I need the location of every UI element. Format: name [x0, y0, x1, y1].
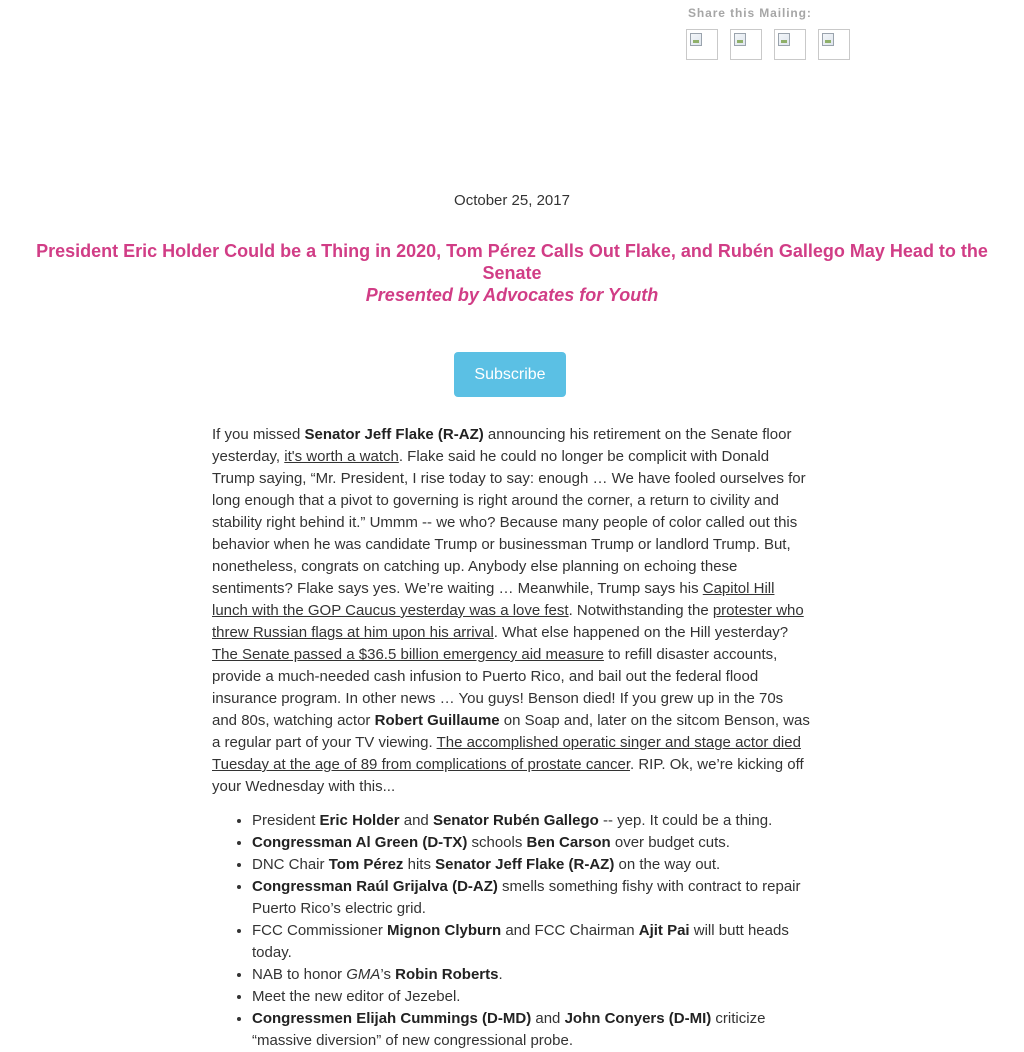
list-item [252, 964, 812, 986]
text: and [399, 812, 433, 829]
broken-image-icon [734, 33, 746, 46]
text: announcing his retirement on the Senate floor yesterday, [212, 426, 792, 465]
article-body [212, 424, 812, 1052]
bold-text: Ajit Pai [638, 922, 690, 939]
list-item [252, 832, 812, 854]
link-protester[interactable]: protester who threw Russian flags at him upon his arrival [212, 602, 804, 641]
share-icons [686, 29, 850, 60]
list-item [252, 854, 812, 876]
link-emergency-aid[interactable]: The Senate passed a $36.5 billion emergency aid measure [212, 646, 604, 663]
headline: President Eric Holder Could be a Thing in 2020, Tom Pérez Calls Out Flake, and Rubén Gallego May Head to the Senate [36, 241, 988, 283]
bold-text: Congressman Raúl Grijalva (D-AZ) [252, 878, 498, 895]
link-guillaume[interactable]: The accomplished operatic singer and stage actor died Tuesday at the age of 89 from complications of prostate cancer [212, 734, 801, 773]
text: NAB to honor [252, 966, 347, 983]
text: smells something fishy with contract to repair Puerto Rico’s electric grid. [252, 878, 801, 917]
bold-text: Congressmen Elijah Cummings (D-MD) [252, 1010, 532, 1027]
text: -- yep. It could be a thing. [598, 812, 773, 829]
bold-text: Congressman Al Green (D-TX) [252, 834, 468, 851]
text: over budget cuts. [610, 834, 730, 851]
list-item [252, 1008, 812, 1052]
bold-text: Mignon Clyburn [387, 922, 502, 939]
link-worth-a-watch[interactable]: it's worth a watch [284, 448, 399, 465]
text: and FCC Chairman [501, 922, 639, 939]
text: and [531, 1010, 565, 1027]
intro-paragraph [212, 424, 812, 798]
bold-text: Robert Guillaume [374, 712, 500, 729]
bold-text: Ben Carson [526, 834, 611, 851]
bold-text: John Conyers (D-MI) [564, 1010, 712, 1027]
text: hits [403, 856, 436, 873]
text: . Flake said he could no longer be complicit with Donald Trump saying, “Mr. President, I rise today to say: enough … We have fooled ourselves for long enough that a pivot to governing is right around the corner, a return to civility and stability right behind it.” Ummm -- we who? Because many people of color called out this behavior when he was candidate Trump or businessman Trump or landlord Trump. But, nonetheless, congrats on catching up. Anybody else planning on echoing these sentiments? Flake says yes. We’re waiting … Meanwhile, Trump says his [212, 448, 806, 597]
text: on Soap and, later on the sitcom Benson, was a regular part of your TV viewing. [212, 712, 810, 751]
facebook-icon[interactable] [686, 29, 718, 60]
text: on the way out. [614, 856, 721, 873]
twitter-icon[interactable] [730, 29, 762, 60]
bold-text: Robin Roberts [395, 966, 499, 983]
italic-text: GMA [346, 966, 381, 983]
text: . What else happened on the Hill yesterday? [493, 624, 789, 641]
mailing-date: October 25, 2017 [454, 192, 570, 209]
text: DNC Chair [252, 856, 329, 873]
link-love-fest[interactable]: Capitol Hill lunch with the GOP Caucus yesterday was a love fest [212, 580, 775, 619]
broken-image-icon [778, 33, 790, 46]
bold-text: Senator Rubén Gallego [432, 812, 599, 829]
text: ’s [380, 966, 396, 983]
list-item [252, 920, 812, 964]
text: If you missed [212, 426, 305, 443]
text: schools [467, 834, 527, 851]
text: Meet the new editor of Jezebel. [252, 988, 461, 1005]
text: . RIP. Ok, we’re kicking off your Wednesday with this... [212, 756, 804, 795]
text: to refill disaster accounts, provide a much-needed cash infusion to Puerto Rico, and bail out the federal flood insurance program. In other news … You guys! Benson died! If you grew up in the 70s and 80s, watching actor [212, 646, 784, 729]
text: FCC Commissioner [252, 922, 388, 939]
linkedin-icon[interactable] [774, 29, 806, 60]
text: President [252, 812, 320, 829]
bold-text: Senator Jeff Flake (R-AZ) [304, 426, 484, 443]
bold-text: Senator Jeff Flake (R-AZ) [435, 856, 615, 873]
share-label: Share this Mailing: [688, 6, 812, 20]
broken-image-icon [822, 33, 834, 46]
text: criticize “massive diversion” of new congressional probe. [252, 1010, 766, 1049]
text: will butt heads today. [252, 922, 789, 961]
share-section [688, 6, 850, 60]
list-item [252, 876, 812, 920]
presented-by: Presented by Advocates for Youth [365, 285, 659, 305]
text: . [498, 966, 503, 983]
list-item [252, 810, 812, 832]
text: . Notwithstanding the [568, 602, 713, 619]
bold-text: Tom Pérez [328, 856, 404, 873]
list-item [252, 986, 812, 1008]
headline-list [212, 810, 812, 1052]
broken-image-icon [690, 33, 702, 46]
email-icon[interactable] [818, 29, 850, 60]
subscribe-button[interactable]: Subscribe [454, 352, 566, 397]
bold-text: Eric Holder [319, 812, 400, 829]
